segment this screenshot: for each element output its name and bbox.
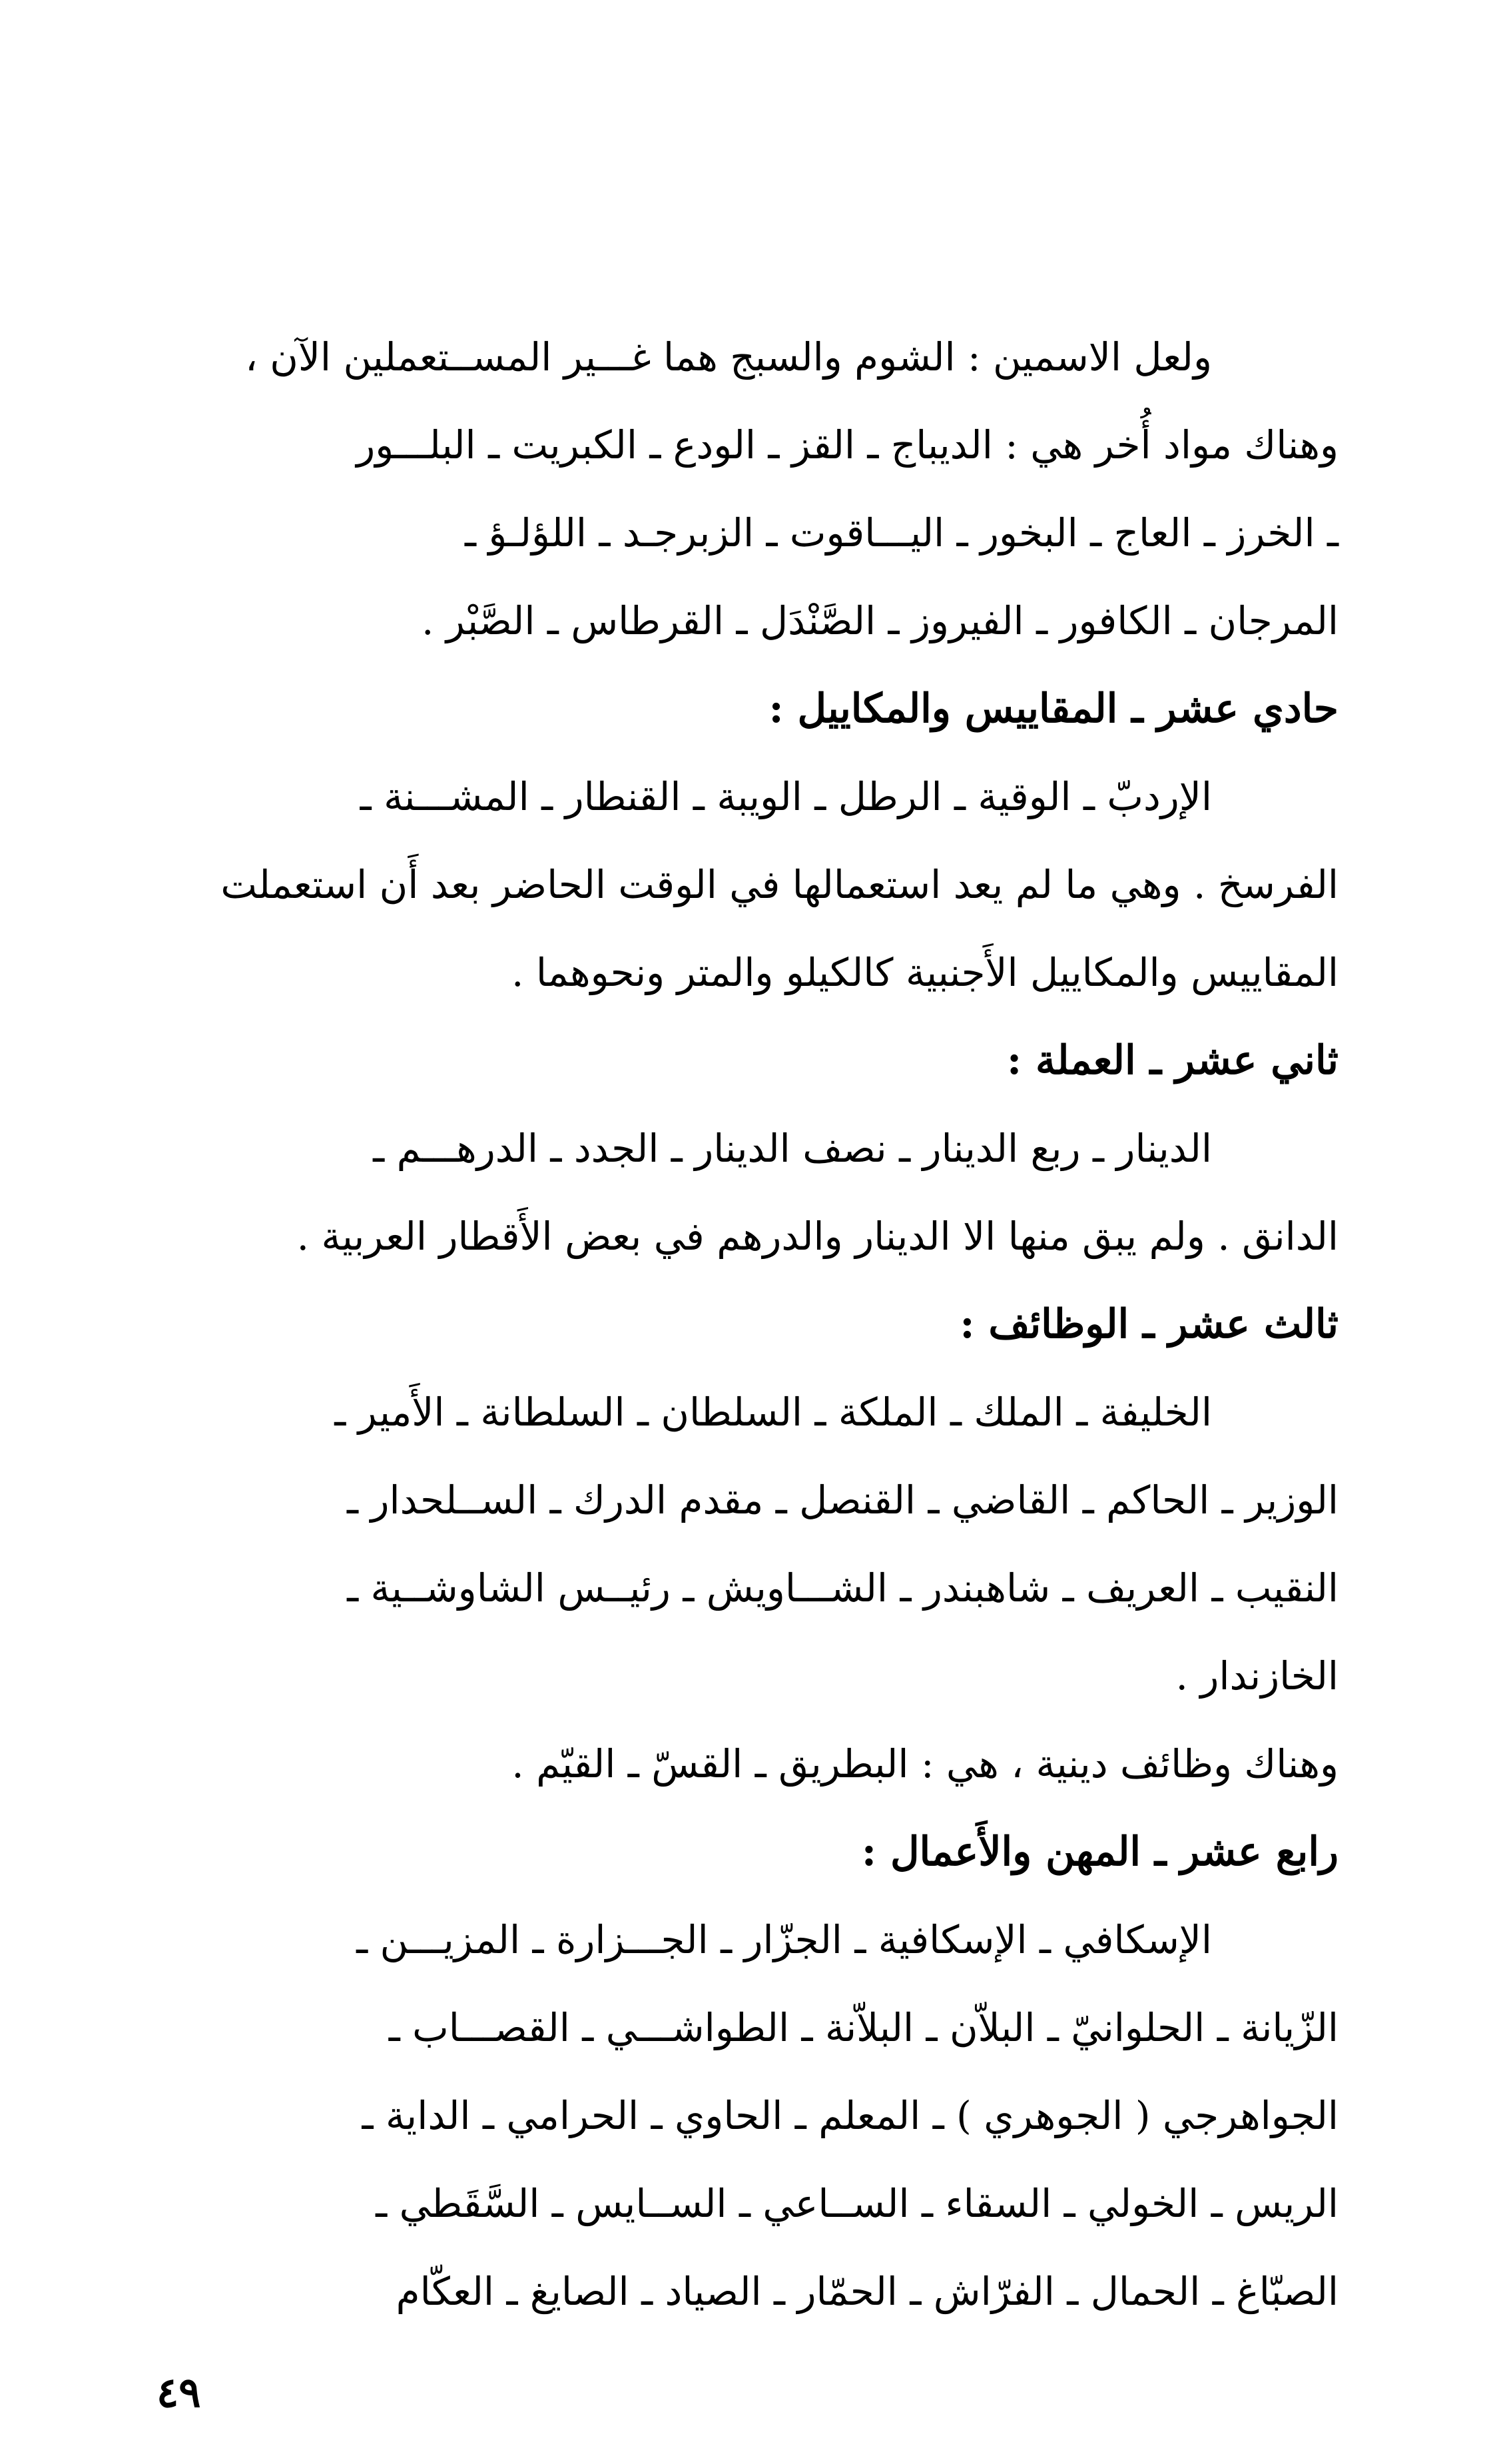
section-heading: حادي عشر ـ المقاييس والمكاييل : [768, 685, 1339, 732]
text-line: الخليفة ـ الملك ـ الملكة ـ السلطان ـ السلطانة ـ الأَمير ـ [334, 1390, 1212, 1435]
text-line: الدانق . ولم يبق منها الا الدينار والدرهم في بعض الأَقطار العربية . [296, 1214, 1339, 1259]
section-heading: رابع عشر ـ المهن والأَعمال : [861, 1829, 1339, 1875]
text-line: الجواهرجي ( الجوهري ) ـ المعلم ـ الحاوي ـ الحرامي ـ الداية ـ [362, 2093, 1339, 2138]
text-line: الصبّاغ ـ الحمال ـ الفرّاش ـ الحمّار ـ الصياد ـ الصايغ ـ العكّام [396, 2269, 1339, 2314]
text-line: الخازندار . [1175, 1653, 1339, 1699]
section-heading: ثالث عشر ـ الوظائف : [960, 1301, 1339, 1348]
page-number: ٤٩ [156, 2368, 201, 2417]
text-line: الفرسخ . وهي ما لم يعد استعمالها في الوقت الحاضر بعد أَن استعملت [220, 862, 1339, 907]
text-line: النقيب ـ العريف ـ شاهبندر ـ الشـــاويش ـ رئيــس الشاوشــية ـ [347, 1565, 1339, 1611]
text-line: المرجان ـ الكافور ـ الفيروز ـ الصَّنْدَل ـ القرطاس ـ الصَّبْر . [422, 598, 1339, 643]
text-line: المقاييس والمكاييل الأَجنبية كالكيلو والمتر ونحوهما . [511, 950, 1339, 995]
text-line: الريس ـ الخولي ـ السقاء ـ الســاعي ـ الســايس ـ السَّقَطي ـ [376, 2181, 1339, 2226]
text-line: ولعل الاسمين : الشوم والسبج هما غـــير المســتعملين الآن ، [245, 334, 1212, 380]
section-heading: ثاني عشر ـ العملة : [1006, 1037, 1339, 1084]
text-line: ـ الخرز ـ العاج ـ البخور ـ اليـــاقوت ـ الزبرجـد ـ اللؤلـؤ ـ [464, 510, 1339, 556]
text-line: الإسكافي ـ الإسكافية ـ الجزّار ـ الجـــزارة ـ المزيـــن ـ [356, 1917, 1212, 1962]
text-line: وهناك وظائف دينية ، هي : البطريق ـ القسّ ـ القيّم . [511, 1741, 1339, 1787]
text-line: وهناك مواد أُخر هي : الديباج ـ القز ـ الودع ـ الكبريت ـ البلـــور [356, 422, 1339, 468]
text-line: الإردبّ ـ الوقية ـ الرطل ـ الويبة ـ القنطار ـ المشـــنة ـ [360, 774, 1212, 819]
text-line: الدينار ـ ربع الدينار ـ نصف الدينار ـ الجدد ـ الدرهـــم ـ [373, 1126, 1212, 1171]
page-body [153, 313, 1339, 2335]
text-line: الوزير ـ الحاكم ـ القاضي ـ القنصل ـ مقدم الدرك ـ الســلحدار ـ [347, 1477, 1339, 1523]
text-line: الزّيانة ـ الحلوانيّ ـ البلاّن ـ البلاّنة ـ الطواشـــي ـ القصـــاب ـ [388, 2005, 1339, 2050]
